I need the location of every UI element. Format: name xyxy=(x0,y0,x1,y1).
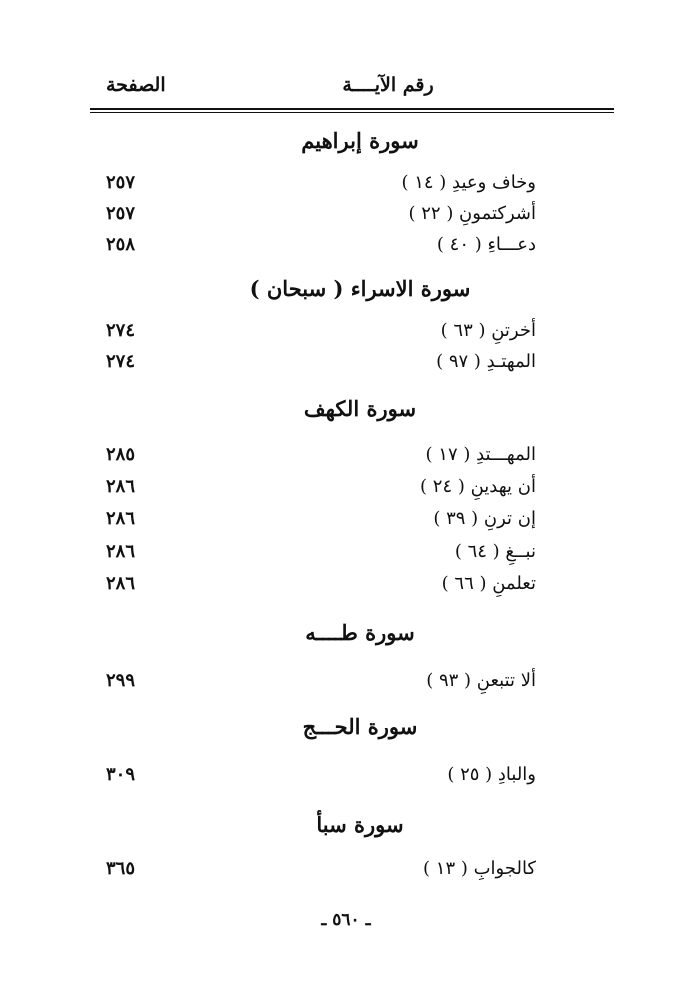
column-header xyxy=(0,74,692,104)
entry-page-number: ٢٨٦ xyxy=(106,476,136,497)
entry-text: كالجوابِ ( ١٣ ) xyxy=(423,858,536,879)
index-entry xyxy=(90,476,536,506)
index-entry xyxy=(90,670,536,700)
index-entry xyxy=(90,234,536,264)
section-title-ibrahim: سورة إبراهيم xyxy=(301,128,419,153)
entry-text: وخاف وعيدِ ( ١٤ ) xyxy=(401,172,536,193)
index-entry xyxy=(90,203,536,233)
entry-page-number: ٢٩٩ xyxy=(106,670,136,691)
page-number-footer: ـ ٥٦٠ ـ xyxy=(321,910,371,930)
entry-page-number: ٢٨٦ xyxy=(106,541,136,562)
entry-page-number: ٢٥٧ xyxy=(106,172,136,193)
index-entry xyxy=(90,351,536,381)
entry-page-number: ٢٥٧ xyxy=(106,203,136,224)
section-title-hajj: سورة الحـــج xyxy=(302,714,418,739)
entry-text: أن يهدينِ ( ٢٤ ) xyxy=(420,476,536,497)
header-rule xyxy=(90,108,614,110)
index-entry xyxy=(90,508,536,538)
entry-text: أخرتنِ ( ٦٣ ) xyxy=(440,320,536,341)
index-entry xyxy=(90,573,536,603)
entry-page-number: ٢٨٦ xyxy=(106,573,136,594)
entry-page-number: ٣٦٥ xyxy=(106,858,136,879)
index-entry xyxy=(90,858,536,888)
entry-page-number: ٢٧٤ xyxy=(106,320,136,341)
entry-text: تعلمنِ ( ٦٦ ) xyxy=(441,573,536,594)
header-rule-thin xyxy=(90,112,614,113)
entry-page-number: ٢٥٨ xyxy=(106,234,136,255)
entry-text: دعـــاءِ ( ٤٠ ) xyxy=(436,234,536,255)
entry-text: أشركتمونِ ( ٢٢ ) xyxy=(408,203,536,224)
index-entry xyxy=(90,444,536,474)
verse-column-label: رقم الآيــــة xyxy=(342,74,434,96)
index-entry xyxy=(90,541,536,571)
page-column-label: الصفحة xyxy=(106,74,166,96)
entry-text: إن ترنِ ( ٣٩ ) xyxy=(433,508,536,529)
section-title-taha: سورة طــــه xyxy=(305,620,415,645)
entry-text: المهـــتدِ ( ١٧ ) xyxy=(425,444,536,465)
entry-text: والبادِ ( ٢٥ ) xyxy=(447,764,536,785)
section-title-isra: سورة الاسراء ( سبحان ) xyxy=(249,276,471,301)
entry-text: المهتـدِ ( ٩٧ ) xyxy=(436,351,536,372)
index-entry xyxy=(90,764,536,794)
entry-text: نبــغِ ( ٦٤ ) xyxy=(454,541,536,562)
entry-page-number: ٣٠٩ xyxy=(106,764,136,785)
section-title-kahf: سورة الكهف xyxy=(303,396,417,421)
section-title-saba: سورة سبأ xyxy=(316,812,404,837)
index-entry xyxy=(90,320,536,350)
entry-page-number: ٢٨٦ xyxy=(106,508,136,529)
entry-page-number: ٢٨٥ xyxy=(106,444,136,465)
entry-text: ألا تتبعنِ ( ٩٣ ) xyxy=(426,670,536,691)
index-entry xyxy=(90,172,536,202)
entry-page-number: ٢٧٤ xyxy=(106,351,136,372)
